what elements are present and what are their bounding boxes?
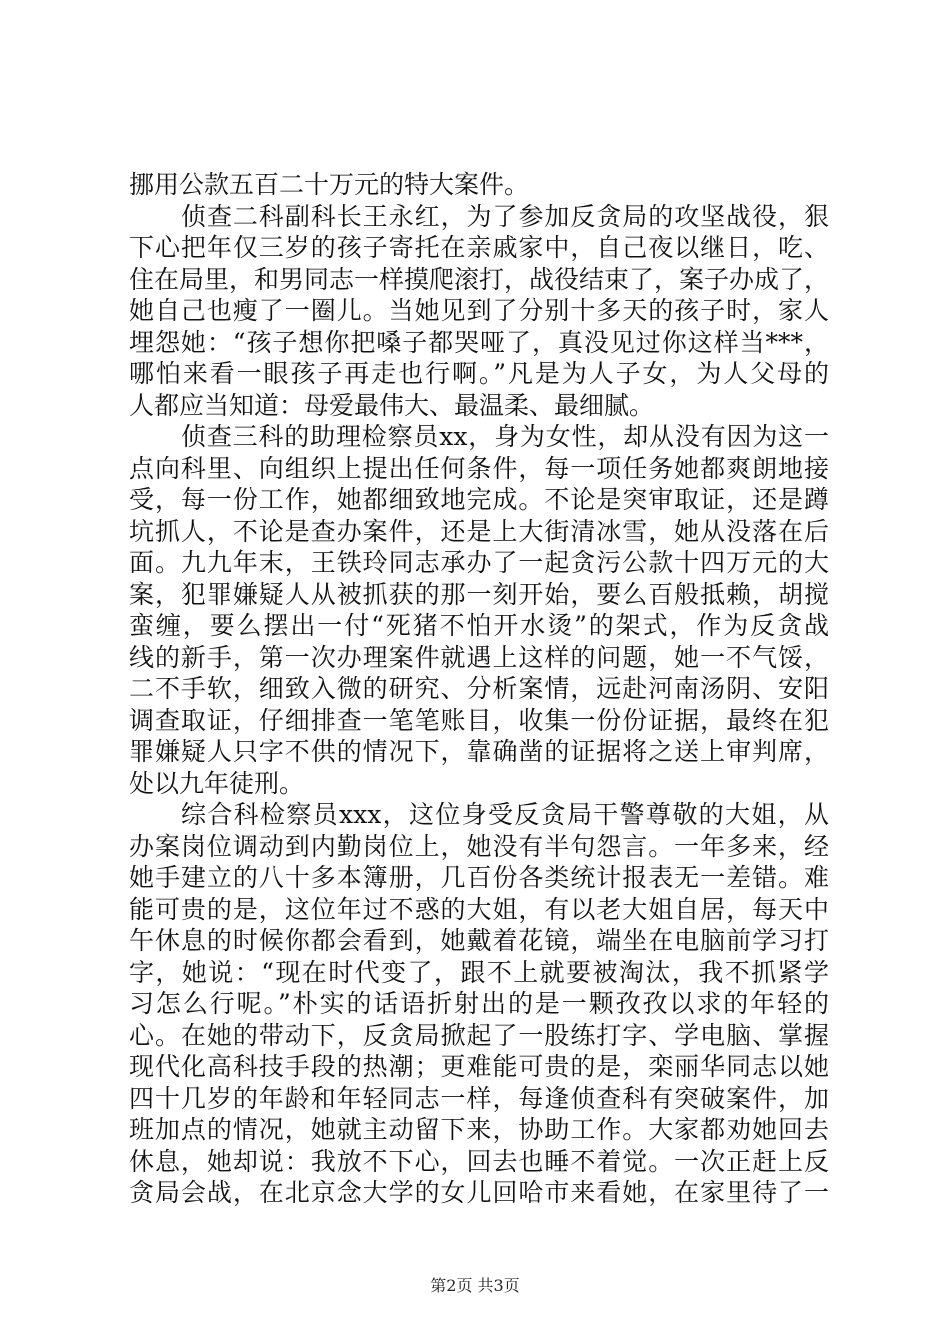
text-line: 受，每一份工作，她都细致地完成。不论是突审取证，还是蹲 (129, 485, 829, 514)
text-line: 午休息的时候你都会看到，她戴着花镜，端坐在电脑前学习打 (129, 926, 829, 955)
text-line: 案，犯罪嫌疑人从被抓获的那一刻开始，要么百般抵赖，胡搅 (129, 579, 829, 609)
text-line: 班加点的情况，她就主动留下来，协助工作。大家都劝她回去 (129, 1115, 829, 1144)
text-line: 坑抓人，不论是查办案件，还是上大街清冰雪，她从没落在后 (129, 516, 829, 546)
text-line: 休息，她却说：我放不下心，回去也睡不着觉。一次正赶上反 (129, 1146, 829, 1176)
text-line: 下心把年仅三岁的孩子寄托在亲戚家中，自己夜以继日，吃、 (129, 233, 829, 262)
text-line: 现代化高科技手段的热潮；更难能可贵的是，栾丽华同志以她 (129, 1052, 829, 1081)
text-line: 埋怨她：“孩子想你把嗓子都哭哑了，真没见过你这样当***， (129, 327, 829, 357)
text-line: 习怎么行呢。”朴实的话语折射出的是一颗孜孜以求的年轻的 (129, 989, 829, 1018)
text-line: 挪用公款五百二十万元的特大案件。 (129, 170, 530, 199)
page-number-footer: 第2页 共3页 (430, 1276, 520, 1295)
text-line: 四十几岁的年龄和年轻同志一样，每逢侦查科有突破案件，加 (129, 1083, 829, 1113)
paragraph-first-line: 侦查二科副科长王永红，为了参加反贪局的攻坚战役，狠 (181, 201, 829, 231)
text-line: 住在局里，和男同志一样摸爬滚打，战役结束了，案子办成了， (129, 264, 830, 294)
text-line: 贪局会战，在北京念大学的女儿回哈市来看她，在家里待了一 (129, 1178, 829, 1207)
text-line: 蛮缠，要么摆出一付“死猪不怕开水烫”的架式，作为反贪战 (129, 611, 829, 640)
text-line: 她自己也瘦了一圈儿。当她见到了分别十多天的孩子时，家人 (129, 296, 829, 325)
document-body (129, 169, 829, 1209)
text-line: 人都应当知道：母爱最伟大、最温柔、最细腻。 (129, 390, 655, 420)
text-line: 调查取证，仔细排查一笔笔账目，收集一份份证据，最终在犯 (129, 705, 829, 735)
text-line: 线的新手，第一次办理案件就遇上这样的问题，她一不气馁， (129, 642, 829, 672)
text-line: 心。在她的带动下，反贪局掀起了一股练打字、学电脑、掌握 (129, 1020, 829, 1050)
text-line: 哪怕来看一眼孩子再走也行啊。”凡是为人子女，为人父母的 (129, 359, 829, 388)
text-line: 二不手软，细致入微的研究、分析案情，远赴河南汤阴、安阳 (129, 674, 829, 703)
text-line: 办案岗位调动到内勤岗位上，她没有半句怨言。一年多来，经 (129, 831, 829, 861)
paragraph-first-line: 侦查三科的助理检察员xx，身为女性，却从没有因为这一 (181, 422, 829, 451)
text-line: 能可贵的是，这位年过不惑的大姐，有以老大姐自居，每天中 (129, 894, 829, 924)
text-line: 罪嫌疑人只字不供的情况下，靠确凿的证据将之送上审判席， (129, 737, 829, 766)
paragraph-first-line: 综合科检察员xxx，这位身受反贪局干警尊敬的大姐，从 (181, 800, 829, 829)
text-line: 字，她说：“现在时代变了，跟不上就要被淘汰，我不抓紧学 (129, 957, 829, 987)
text-line: 点向科里、向组织上提出任何条件，每一项任务她都爽朗地接 (129, 453, 829, 483)
text-line: 处以九年徒刑。 (129, 768, 305, 798)
text-line: 面。九九年末，王铁玲同志承办了一起贪污公款十四万元的大 (129, 548, 829, 577)
text-line: 她手建立的八十多本簿册，几百份各类统计报表无一差错。难 (129, 863, 829, 892)
